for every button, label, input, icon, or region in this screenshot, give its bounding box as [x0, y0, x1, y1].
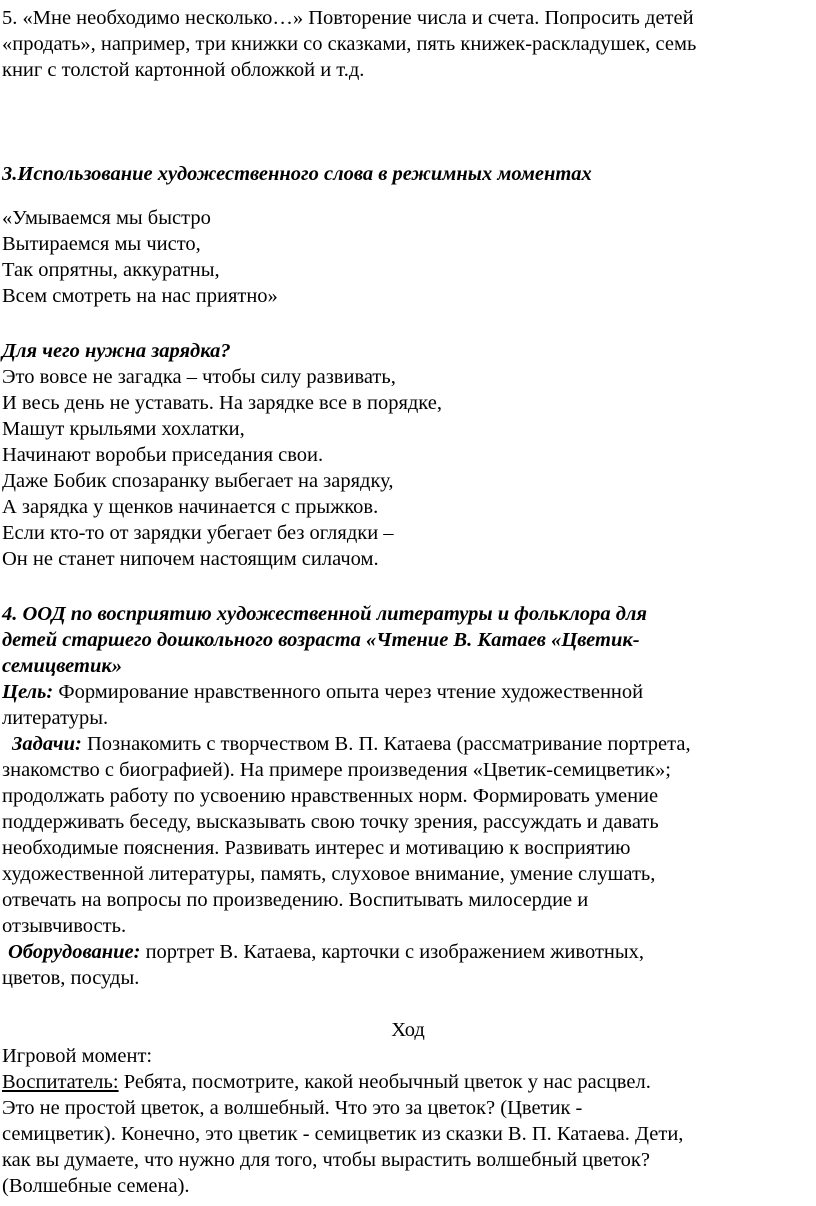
course-title: Ход	[391, 1019, 425, 1041]
poem-line: И весь день не уставать. На зарядке все в порядке,	[2, 392, 442, 414]
tasks-line: отвечать на вопросы по произведению. Воспитывать милосердие и	[2, 889, 589, 911]
tasks-line: поддерживать беседу, высказывать свою точку зрения, рассуждать и давать	[2, 811, 659, 833]
poem-line: Он не станет нипочем настоящим силачом.	[2, 548, 379, 570]
tasks-line	[12, 731, 691, 757]
section-heading: детей старшего дошкольного возраста «Чтение В. Катаев «Цветик-	[2, 629, 640, 651]
equipment-label: Оборудование:	[8, 941, 141, 963]
equipment-line	[8, 939, 644, 965]
section-heading: семицветик»	[2, 655, 122, 677]
tasks-label: Задачи:	[12, 733, 82, 755]
goal-line	[2, 679, 643, 705]
tasks-line: отзывчивость.	[2, 915, 127, 937]
poem-title: Для чего нужна зарядка?	[2, 340, 231, 362]
paragraph-line: книг с толстой картонной обложкой и т.д.	[2, 59, 365, 81]
poem-line: «Умываемся мы быстро	[2, 207, 211, 229]
paragraph-line: 5. «Мне необходимо несколько…» Повторение числа и счета. Попросить детей	[2, 7, 694, 29]
teacher-label: Воспитатель:	[2, 1071, 119, 1093]
poem-line: Если кто-то от зарядки убегает без оглядки –	[2, 522, 394, 544]
poem-line: Так опрятны, аккуратны,	[2, 259, 220, 281]
tasks-line: необходимые пояснения. Развивать интерес и мотивацию к восприятию	[2, 837, 631, 859]
poem-line: Даже Бобик спозаранку выбегает на зарядку,	[2, 470, 394, 492]
teacher-line: (Волшебные семена).	[2, 1175, 190, 1197]
goal-line: литературы.	[2, 707, 109, 729]
poem-line: Начинают воробьи приседания свои.	[2, 444, 324, 466]
equipment-text: портрет В. Катаева, карточки с изображением животных,	[140, 941, 645, 963]
tasks-line: продолжать работу по усвоению нравственных норм. Формировать умение	[2, 785, 659, 807]
teacher-line: как вы думаете, что нужно для того, чтобы вырастить волшебный цветок?	[2, 1149, 650, 1171]
tasks-line: знакомство с биографией). На примере произведения «Цветик-семицветик»;	[2, 759, 671, 781]
section-heading: 4. ООД по восприятию художественной литературы и фольклора для	[2, 603, 647, 625]
poem-line: Это вовсе не загадка – чтобы силу развивать,	[2, 366, 396, 388]
poem-line: Всем смотреть на нас приятно»	[2, 285, 278, 307]
teacher-line: Это не простой цветок, а волшебный. Что это за цветок? (Цветик -	[2, 1097, 583, 1119]
equipment-line: цветов, посуды.	[2, 967, 140, 989]
section-heading: 3.Использование художественного слова в режимных моментах	[2, 163, 592, 185]
poem-line: Машут крыльями хохлатки,	[2, 418, 245, 440]
tasks-line: художественной литературы, память, слуховое внимание, умение слушать,	[2, 863, 656, 885]
poem-line: Вытираемся мы чисто,	[2, 233, 201, 255]
poem-line: А зарядка у щенков начинается с прыжков.	[2, 496, 379, 518]
goal-label: Цель:	[2, 681, 54, 703]
teacher-text: Ребята, посмотрите, какой необычный цветок у нас расцвел.	[118, 1071, 651, 1093]
paragraph-line: «продать», например, три книжки со сказками, пять книжек-раскладушек, семь	[2, 33, 697, 55]
tasks-text: Познакомить с творчеством В. П. Катаева (рассматривание портрета,	[81, 733, 691, 755]
game-moment: Игровой момент:	[2, 1045, 153, 1067]
goal-text: Формирование нравственного опыта через чтение художественной	[53, 681, 644, 703]
teacher-line: семицветик). Конечно, это цветик - семицветик из сказки В. П. Катаева. Дети,	[2, 1123, 684, 1145]
teacher-line	[2, 1069, 651, 1095]
